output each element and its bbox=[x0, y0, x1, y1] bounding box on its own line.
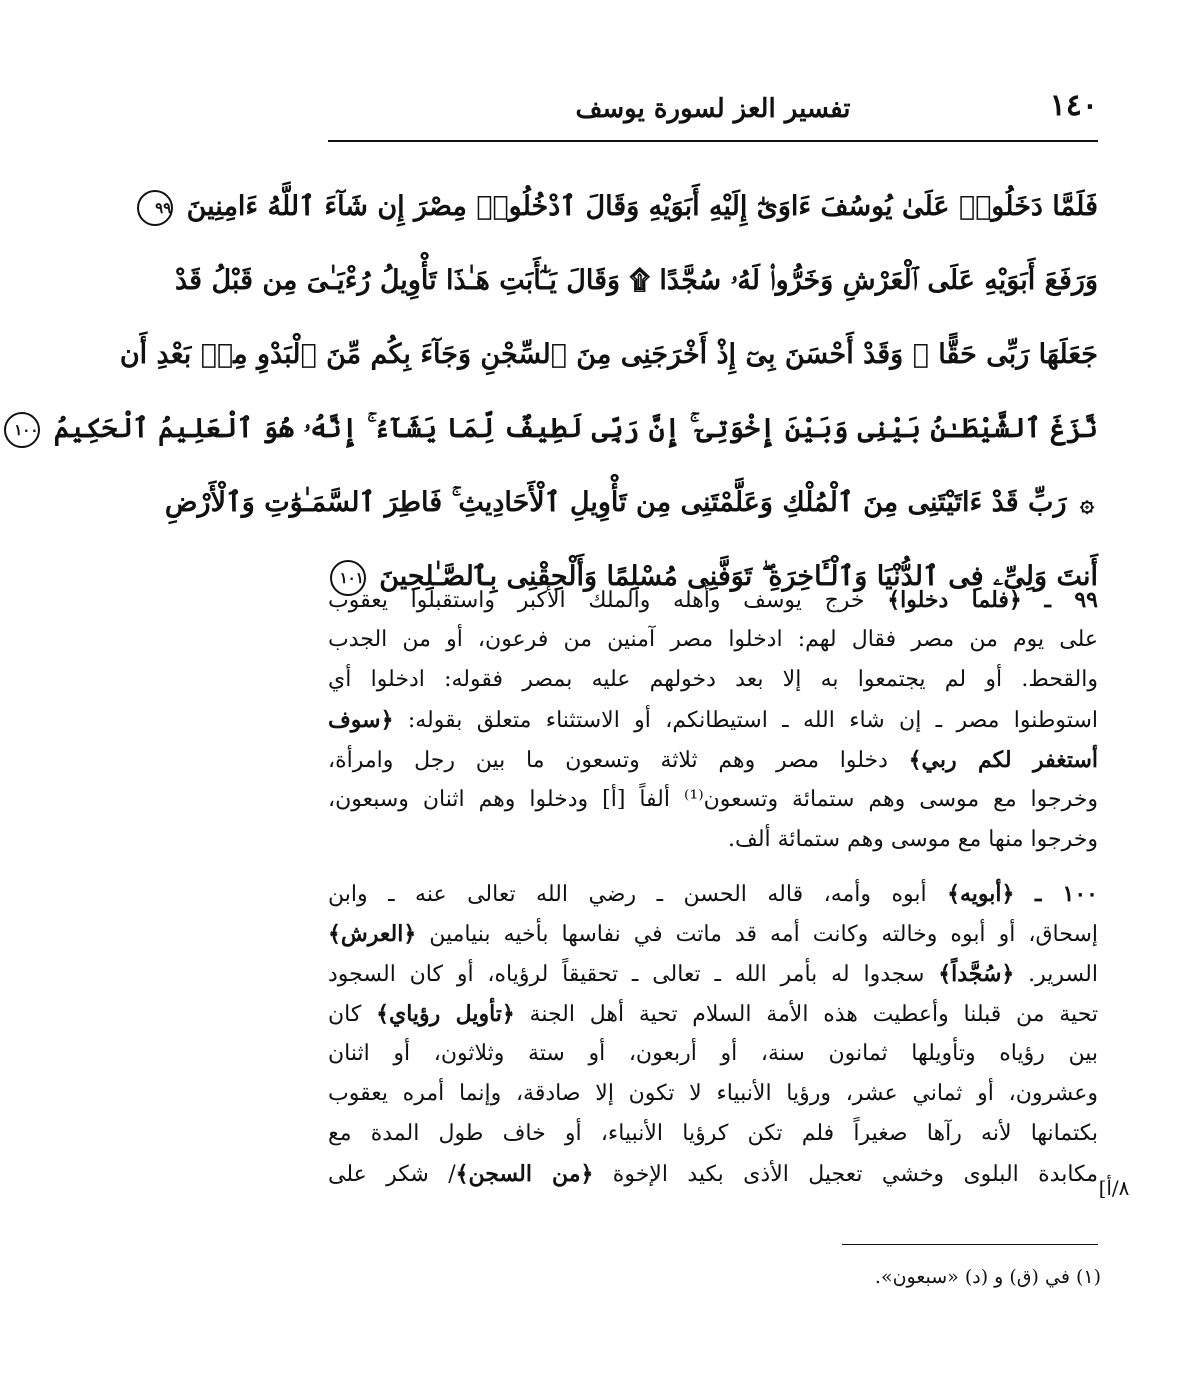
quran-line-1 bbox=[155, 180, 1098, 254]
text-line bbox=[328, 994, 1098, 1034]
book-page bbox=[14, 0, 1185, 1380]
commentary-verse-99 bbox=[328, 580, 1098, 860]
text-line: وعشرون، أو ثماني عشر، ورؤيا الأنبياء لا تكون إلا صادقة، وإنما أمره يعقوب bbox=[328, 1081, 1098, 1106]
footnote: (١) في (ق) و (د) «سبعون». bbox=[874, 1266, 1101, 1288]
text: سجدوا له بأمر الله ـ تعالى ـ تحقيقاً لرؤياه، أو كان السجود bbox=[328, 962, 939, 987]
quran-line-5 bbox=[164, 476, 1098, 550]
section-mark-icon: ۞ bbox=[1079, 488, 1094, 517]
text-line: بين رؤياه وتأويلها ثمانون سنة، أو أربعون، أو ستة وثلاثون، أو اثنان bbox=[328, 1041, 1098, 1066]
text: مكابدة البلوى وخشي تعجيل الأذى بكيد الإخوة bbox=[593, 1162, 1098, 1187]
text-line: والقحط. أو لم يجتمعوا به إلا بعد دخولهم عليه بمصر فقوله: ادخلوا أي bbox=[328, 667, 1098, 692]
manuscript-folio-note: ٨/أ] bbox=[1098, 1176, 1130, 1200]
keyword: أستغفر لكم ربي﴾ bbox=[908, 747, 1099, 773]
text-line bbox=[328, 700, 1098, 740]
quran-text: جَعَلَهَا رَبِّى حَقًّا ۖ وَقَدْ أَحْسَنَ بِىٓ إِذْ أَخْرَجَنِى مِنَ ٱلسِّجْنِ وَجَآءَ بِكُم مِّنَ ٱلْبَدْوِ مِنۢ بَعْدِ أَن bbox=[119, 339, 1098, 370]
text-line: بكتمانها لأنه رآها صغيراً فلم تكن كرؤيا الأنبياء، أو خاف طول المدة مع bbox=[328, 1121, 1098, 1146]
keyword: ﴿أبويه﴾ bbox=[947, 881, 1015, 907]
quran-text: وَرَفَعَ أَبَوَيْهِ عَلَى ٱلْعَرْشِ وَخَرُّوا۟ لَهُۥ سُجَّدًا ۩ وَقَالَ يَـٰٓأَبَتِ هَـٰذَا تَأْوِيلُ رُءْيَـٰىَ مِن قَبْلُ قَدْ bbox=[175, 265, 1098, 296]
text-line bbox=[328, 874, 1098, 914]
text-line: وخرجوا منها مع موسى وهم ستمائة ألف. bbox=[728, 827, 1098, 852]
commentary-verse-100 bbox=[328, 874, 1098, 1194]
text: كان bbox=[328, 1002, 377, 1027]
keyword: ﴿سُجَّداً﴾ bbox=[938, 961, 1015, 987]
quran-text: رَبِّ قَدْ ءَاتَيْتَنِى مِنَ ٱلْمُلْكِ وَعَلَّمْتَنِى مِن تَأْوِيلِ ٱلْأَحَادِيثِ ۚ فَاطِرَ ٱلسَّمَـٰوَٰتِ وَٱلْأَرْضِ bbox=[164, 487, 1067, 518]
text: خرج يوسف وأهله والملك الأكبر واستقبلوا يعقوب bbox=[328, 588, 888, 613]
ayah-number-marker: ١٠١ bbox=[330, 560, 366, 596]
text-line bbox=[328, 580, 1098, 620]
text: إسحاق، أو أبوه وخالته وكانت أمه قد ماتت في نفاسها بأخيه بنيامين bbox=[416, 922, 1098, 947]
text-line: وخرجوا مع موسى وهم ستمائة وتسعون⁽¹⁾ ألفاً [أ] ودخلوا وهم اثنان وسبعون، bbox=[328, 787, 1098, 812]
text-line bbox=[328, 954, 1098, 994]
text: استوطنوا مصر ـ إن شاء الله ـ استيطانكم، أو الاستثناء متعلق بقوله: bbox=[393, 708, 1098, 733]
text-line: على يوم من مصر فقال لهم: ادخلوا مصر آمنين من فرعون، أو من الجدب bbox=[328, 627, 1098, 652]
quran-line-3 bbox=[119, 328, 1098, 402]
verse-number: ٩٩ ـ bbox=[1044, 587, 1098, 613]
quran-line-2 bbox=[175, 254, 1098, 328]
text-line bbox=[328, 914, 1098, 954]
keyword: ﴿من السجن﴾ bbox=[455, 1161, 594, 1187]
text: دخلوا مصر وهم ثلاثة وتسعون ما بين رجل وامرأة، bbox=[328, 748, 909, 773]
keyword: ﴿العرش﴾ bbox=[328, 921, 417, 947]
quran-text: فَلَمَّا دَخَلُوا۟ عَلَىٰ يُوسُفَ ءَاوَىٰٓ إِلَيْهِ أَبَوَيْهِ وَقَالَ ٱدْخُلُوا۟ مِصْرَ إِن شَآءَ ٱللَّهُ ءَامِنِينَ bbox=[186, 191, 1098, 222]
keyword: ﴿سوف bbox=[328, 707, 394, 733]
text: أبوه وأمه، قاله الحسن ـ رضي الله تعالى عنه ـ وابن bbox=[328, 882, 948, 907]
footnote-divider bbox=[842, 1244, 1098, 1245]
text: السرير. bbox=[1014, 962, 1098, 987]
page-number: ١٤٠ bbox=[1049, 88, 1098, 123]
text: تحية من قبلنا وأعطيت هذه الأمة السلام تحية أهل الجنة bbox=[514, 1002, 1099, 1027]
ayah-number-marker: ١٠٠ bbox=[4, 412, 40, 448]
text: / شكر على bbox=[328, 1162, 456, 1187]
running-title: تفسير العز لسورة يوسف bbox=[575, 94, 851, 124]
quran-verses-block bbox=[14, 180, 1098, 624]
quran-text: أَنتَ وَلِىِّۦ فِى ٱلدُّنْيَا وَٱلْـَٔاخِرَةِ ۖ تَوَفَّنِى مُسْلِمًا وَأَلْحِقْنِى بِٱلصَّـٰلِحِينَ bbox=[379, 561, 1098, 592]
ayah-number-marker: ٩٩ bbox=[137, 190, 173, 226]
verse-number: ١٠٠ ـ bbox=[1034, 881, 1098, 907]
text-line bbox=[328, 740, 1098, 780]
quran-text: نَّزَغَ ٱلشَّيْطَـٰنُ بَيْنِى وَبَيْنَ إِخْوَتِىٓ ۚ إِنَّ رَبِّى لَطِيفٌ لِّمَا يَشَآءُ ۚ إِنَّهُۥ هُوَ ٱلْعَلِيمُ ٱلْحَكِيمُ bbox=[53, 413, 1098, 444]
keyword: ﴿فلما دخلوا﴾ bbox=[887, 587, 1022, 613]
quran-line-4 bbox=[14, 402, 1098, 476]
header-divider bbox=[328, 140, 1098, 142]
commentary-block bbox=[328, 580, 1098, 1208]
text-line bbox=[328, 1154, 1098, 1194]
page-header bbox=[328, 88, 1098, 128]
keyword: ﴿تأويل رؤياي﴾ bbox=[376, 1001, 515, 1027]
